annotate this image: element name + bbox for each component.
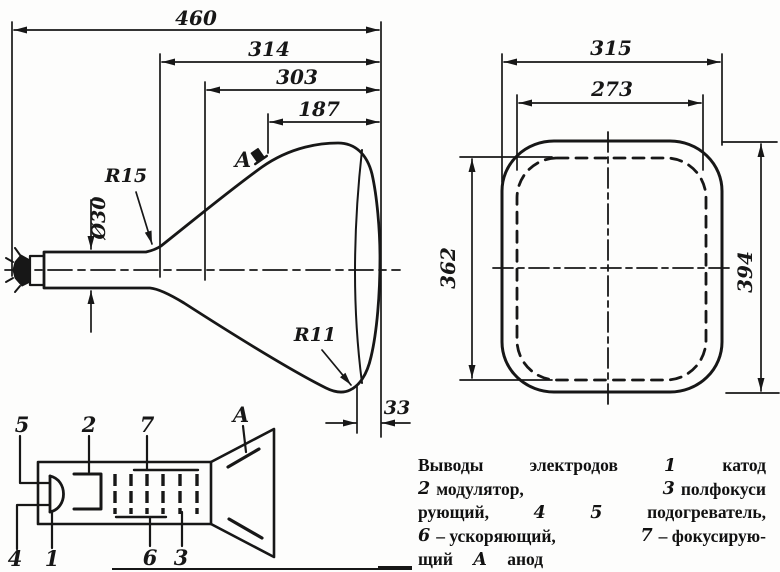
dimension-lines [14, 30, 410, 423]
label-r15: R15 [104, 165, 148, 187]
legend-line-2: 2 модулятор, 3 полфокуси [418, 479, 766, 499]
r15-leader [136, 192, 152, 244]
page-crop-lines [112, 568, 412, 569]
crt-side-view [5, 22, 410, 437]
faceplate-seam-line [355, 150, 362, 383]
dim-314: 314 [248, 37, 290, 61]
legend-line-4: 6 – ускоряющий, 7 – фокусирую- [418, 526, 766, 546]
pin-label-7: 7 [139, 412, 155, 437]
label-anode-side: A [234, 147, 252, 172]
extension-lines [12, 22, 381, 437]
anode-button [249, 147, 267, 164]
anode-horn [211, 429, 274, 557]
lead-a [243, 426, 246, 452]
dim-33: 33 [383, 397, 411, 419]
legend-line-5: щий А анод [418, 549, 544, 570]
crt-envelope-outline [44, 143, 380, 392]
lead-5 [20, 436, 49, 483]
pin-label-5: 5 [14, 412, 30, 437]
cathode-symbol [50, 476, 64, 512]
dim-187: 187 [298, 97, 340, 121]
legend-line-1: Выводы электродов 1 катод [418, 455, 766, 476]
front-extension-lines [460, 54, 779, 393]
pin-label-a: A [232, 402, 250, 427]
screen-outer-outline [502, 141, 722, 392]
grid-electrodes [115, 474, 197, 514]
electrode-legend-text [418, 454, 766, 572]
electrode-pin-labels [8, 402, 249, 571]
dim-315: 315 [590, 36, 632, 60]
dim-273: 273 [591, 77, 633, 101]
modulator-symbol [74, 474, 101, 509]
pin-label-1: 1 [44, 546, 60, 571]
label-r11: R11 [293, 324, 337, 346]
r11-leader [322, 350, 351, 385]
dim-460: 460 [175, 6, 217, 30]
dim-394: 394 [733, 251, 757, 293]
electrode-diagram [17, 426, 274, 557]
legend-line-3: рующий, 4 5 подогреватель, [418, 502, 766, 523]
dim-neck-diameter: Ø30 [88, 196, 110, 240]
screen-inner-outline [517, 158, 706, 380]
side-view-dimension-labels [88, 6, 410, 419]
pin-label-4: 4 [7, 546, 23, 571]
front-dimension-lines [472, 62, 761, 391]
crt-front-view [460, 54, 779, 404]
front-view-dimension-labels [436, 36, 757, 293]
pin-label-2: 2 [81, 412, 97, 437]
dim-362: 362 [436, 247, 460, 289]
pin-label-6: 6 [142, 545, 158, 570]
lead-4 [17, 505, 49, 549]
pin-label-3: 3 [173, 545, 189, 570]
dim-303: 303 [276, 65, 318, 89]
